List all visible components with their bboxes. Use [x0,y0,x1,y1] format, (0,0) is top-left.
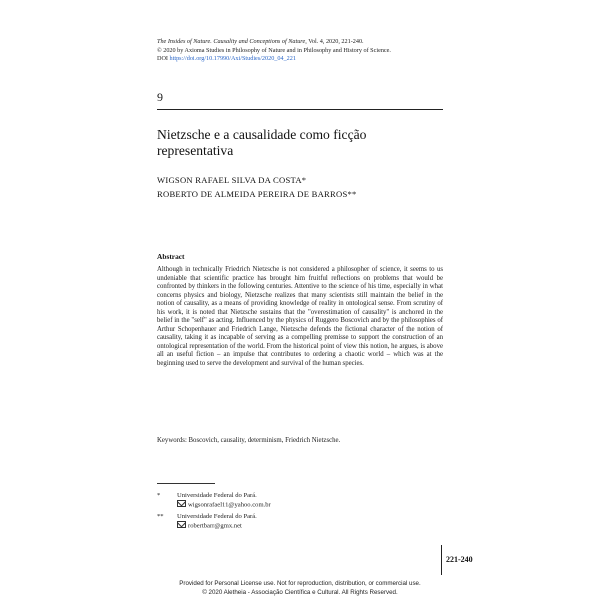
license-line: Provided for Personal License use. Not for reproduction, distribution, or commercial use. [179,580,421,587]
footnote-body [177,513,257,531]
chapter-number: 9 [157,90,163,104]
journal-header [157,38,457,64]
doi-line [157,55,457,64]
journal-citation [157,38,457,47]
footnote-mark: ** [157,513,164,520]
doi-link[interactable]: https://doi.org/10.17990/Axi/Studies/2020_04_221 [169,55,296,63]
journal-title: The Insides of Nature. Causality and Conceptions of Nature [157,38,306,45]
footnote-email[interactable]: robertbarr@gmx.net [188,522,242,530]
footnote-mark: * [157,492,161,499]
chapter-divider [157,109,443,110]
page-range: 221-240 [446,555,473,564]
footnote-email-line [177,521,257,531]
keywords: Keywords: Boscovich, causality, determinism, Friedrich Nietzsche. [157,437,341,444]
license-notice [0,579,600,597]
footnote-email-line [177,500,271,510]
abstract-heading: Abstract [157,252,185,261]
paper-title: Nietzsche e a causalidade como ficção representativa [157,127,367,158]
doi-label: DOI [157,55,168,63]
footnote-body [177,492,271,510]
footnote-divider [157,483,215,484]
volume-info: , Vol. 4, 2020, 221-240. [305,38,364,45]
footnote-affiliation: Universidade Federal do Pará. [177,492,257,499]
footnote-email[interactable]: wigsonrafael11@yahoo.com.br [188,501,271,509]
author-name: WIGSON RAFAEL SILVA DA COSTA* [157,175,307,185]
envelope-icon [177,521,186,528]
page-range-divider [441,545,442,575]
copyright-line: © 2020 by Axioma Studies in Philosophy of Nature and in Philosophy and History of Science. [157,46,391,54]
envelope-icon [177,500,186,507]
author-name: ROBERTO DE ALMEIDA PEREIRA DE BARROS** [157,189,357,199]
abstract-text: Although in technically Friedrich Nietzsche is not considered a philosopher of science, it seems to us undeniable that scientific practice has brought him fruitful reflections on problems that would be confronted by thinkers in the following centuries. Attentive to the science of his time, especially in what concerns physics and biology, Nietzsche realizes that many scientists still maintain the belief in the notion of causality, as a means of providing knowledge of reality in ontological sense. From scrutiny of his work, it is noted that Nietzsche sustains that the "overestimation of causality" is anchored in the belief in the "self" as acting. Influenced by the physics of Ruggero Boscovich and by the philosophies of Arthur Schopenhauer and Friedrich Lange, Nietzsche defends the fictional character of the notion of causality, taking it as incapable of serving as a compelling premisse to support the construction of an ontological representation of the world. From the historical point of view this notion, he argues, is above all an useful fiction – an impulse that contributes to ordering a chaotic world – which was at the beginning used to serve the development and survival of the human species. [157,266,443,367]
footnote-affiliation: Universidade Federal do Pará. [177,513,257,520]
license-line: © 2020 Aletheia - Associação Científica e Cultural. All Rights Reserved. [202,589,398,596]
author-list [157,173,357,201]
